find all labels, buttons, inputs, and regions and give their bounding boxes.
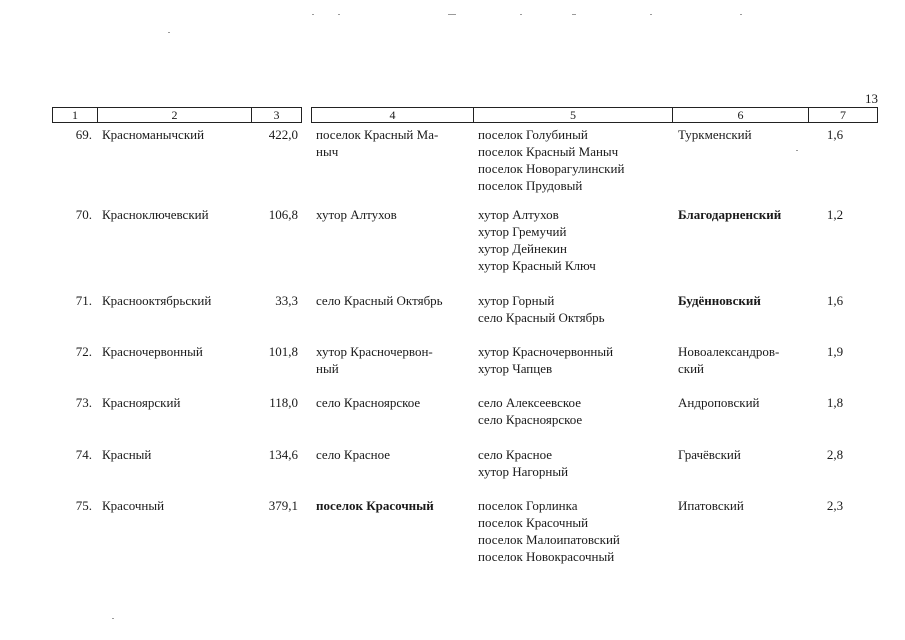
scan-speck	[448, 14, 456, 15]
district-name: Будённовский	[678, 293, 761, 308]
header-col-3: 3	[251, 107, 302, 123]
row-number: 72.	[75, 344, 92, 359]
admin-center: хутор Алтухов	[316, 207, 397, 222]
scan-speck	[338, 14, 340, 15]
scan-speck	[740, 14, 742, 15]
table-header-row	[52, 107, 878, 123]
settlements-list: поселок Голубиный поселок Красный Маныч поселок Новорагулинский поселок Прудовый	[478, 127, 625, 193]
district-name: Грачёвский	[678, 447, 741, 462]
row-number: 70.	[75, 207, 92, 222]
header-col-4: 4	[311, 107, 474, 123]
scan-speck	[650, 14, 652, 15]
header-col-2: 2	[97, 107, 252, 123]
scan-speck	[520, 14, 522, 15]
density-value: 2,8	[826, 447, 844, 462]
settlements-list: село Алексеевское село Красноярское	[478, 395, 583, 427]
municipality-name: Красный	[102, 447, 152, 462]
admin-center: поселок Красочный	[316, 498, 434, 513]
municipality-name: Красноярский	[102, 395, 181, 410]
row-number: 71.	[75, 293, 92, 308]
row-number: 69.	[75, 127, 92, 142]
page-number: 13	[865, 91, 878, 106]
settlements-list: поселок Горлинка поселок Красочный поселок Малоипатовский поселок Новокрасочный	[478, 498, 620, 564]
row-number: 73.	[75, 395, 92, 410]
scan-speck	[796, 150, 798, 151]
density-value: 1,6	[826, 293, 844, 308]
density-value: 1,6	[826, 127, 844, 142]
scan-speck	[112, 618, 114, 619]
municipality-name: Красноключевский	[102, 207, 209, 222]
district-name: Благодарненский	[678, 207, 782, 222]
area-value: 101,8	[268, 344, 298, 359]
settlements-list: хутор Алтухов хутор Гремучий хутор Дейнекин хутор Красный Ключ	[478, 207, 596, 273]
area-value: 118,0	[269, 395, 298, 410]
settlements-list: хутор Красночервонный хутор Чапцев	[478, 344, 614, 376]
municipality-name: Краснооктябрьский	[102, 293, 212, 308]
area-value: 134,6	[268, 447, 298, 462]
density-value: 1,9	[826, 344, 844, 359]
scan-speck	[312, 14, 314, 15]
area-value: 33,3	[275, 293, 298, 308]
header-col-6: 6	[672, 107, 809, 123]
header-col-7: 7	[808, 107, 878, 123]
row-number: 74.	[75, 447, 92, 462]
density-value: 2,3	[826, 498, 844, 513]
district-name: Ипатовский	[678, 498, 744, 513]
district-name: Туркменский	[678, 127, 752, 142]
row-number: 75.	[75, 498, 92, 513]
density-value: 1,8	[826, 395, 844, 410]
settlements-list: хутор Горный село Красный Октябрь	[478, 293, 605, 325]
admin-center: село Красное	[316, 447, 391, 462]
scan-speck	[168, 32, 170, 33]
admin-center: село Красный Октябрь	[316, 293, 443, 308]
municipality-name: Красноманычский	[102, 127, 205, 142]
settlements-list: село Красное хутор Нагорный	[478, 447, 569, 479]
header-col-1: 1	[52, 107, 98, 123]
municipality-name: Красочный	[102, 498, 165, 513]
admin-center: хутор Красночервон- ный	[316, 344, 433, 376]
area-value: 106,8	[268, 207, 298, 222]
density-value: 1,2	[826, 207, 844, 222]
admin-center: село Красноярское	[316, 395, 421, 410]
area-value: 422,0	[268, 127, 298, 142]
municipality-name: Красночервонный	[102, 344, 203, 359]
header-col-5: 5	[473, 107, 673, 123]
admin-center: поселок Красный Ма- ныч	[316, 127, 439, 159]
district-name: Новоалександров- ский	[678, 344, 780, 376]
scan-speck	[572, 14, 576, 15]
district-name: Андроповский	[678, 395, 760, 410]
area-value: 379,1	[268, 498, 298, 513]
